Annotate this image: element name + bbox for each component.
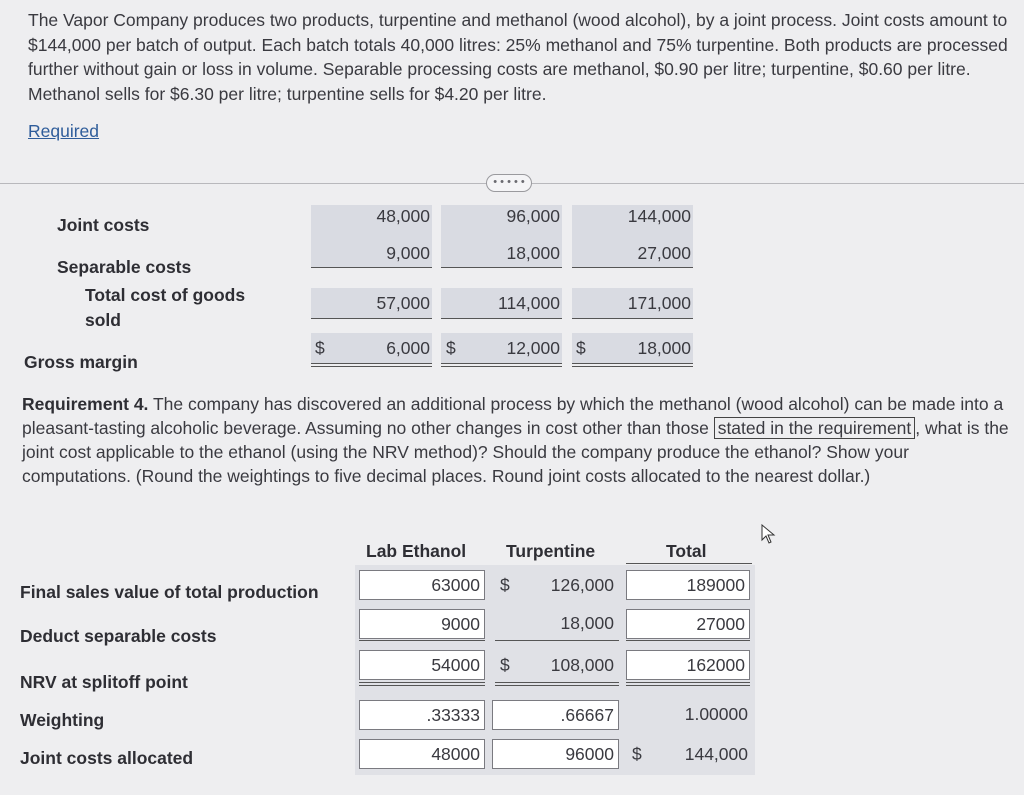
underline <box>441 318 562 319</box>
joint-costs-methanol: 48,000 <box>376 206 430 226</box>
double-underline <box>311 363 432 367</box>
double-underline <box>441 363 562 367</box>
row-label-total-cogs: Total cost of goods sold <box>85 285 246 330</box>
requirement-4-body-b: , what is the joint cost applicable to the ethanol (using the NRV method)? Should the company produce the ethanol? Show your computations. (Round the weightings to five decimal places. Round joint costs allocated to the nearest dollar.) <box>22 418 1009 486</box>
separable-costs-methanol: 9,000 <box>386 243 430 263</box>
joint-alloc-ethanol-input[interactable]: 48000 <box>359 739 485 769</box>
separable-costs-turpentine: 18,000 <box>506 243 560 263</box>
weighting-turpentine-input[interactable]: .66667 <box>492 700 619 730</box>
underline <box>311 318 432 319</box>
joint-alloc-turpentine-input[interactable]: 96000 <box>492 739 619 769</box>
double-underline <box>626 682 750 686</box>
column-header-turpentine: Turpentine <box>506 541 596 561</box>
row-label-separable-costs: Separable costs <box>57 257 192 277</box>
row-label-joint-costs-allocated: Joint costs allocated <box>20 748 194 768</box>
gross-margin-total: 18,000 <box>637 338 691 358</box>
requirement-4-text <box>22 392 1017 488</box>
total-cogs-turpentine: 114,000 <box>498 293 560 313</box>
row-label-nrv: NRV at splitoff point <box>20 672 188 692</box>
nrv-ethanol-input[interactable]: 54000 <box>359 650 485 680</box>
row-label-deduct-separable: Deduct separable costs <box>20 626 217 646</box>
currency-symbol: $ <box>500 575 510 595</box>
final-sales-total-input[interactable]: 189000 <box>626 570 750 600</box>
gross-margin-methanol: 6,000 <box>386 338 430 358</box>
joint-costs-total: 144,000 <box>627 206 691 226</box>
separable-costs-total: 27,000 <box>637 243 691 263</box>
joint-alloc-total: 144,000 <box>684 744 748 764</box>
problem-statement: The Vapor Company produces two products, turpentine and methanol (wood alcohol), by a joint process. Joint costs amount to $144,000 per batch of output. Each batch totals 40,000 litres: 25% methanol and 75% turpentine. Both products are processed further without gain or loss in volume. Separable processing costs are methanol, $0.90 per litre; turpentine, $0.60 per litre. Methanol sells for $6.30 per litre; turpentine sells for $4.20 per litre. <box>28 10 1008 104</box>
nrv-turpentine: 108,000 <box>550 655 614 675</box>
currency-symbol: $ <box>632 744 642 764</box>
column-header-total: Total <box>666 541 707 561</box>
separable-ethanol-input[interactable]: 9000 <box>359 609 485 639</box>
mouse-pointer-icon <box>760 524 778 544</box>
underline <box>311 267 432 268</box>
separable-total-input[interactable]: 27000 <box>626 609 750 639</box>
header-underline <box>626 563 752 564</box>
underline <box>441 267 562 268</box>
requirement-4-body-a: The company has discovered an additional process by which the methanol (wood alcohol) can be made into a pleasant-tasting alcoholic beverage. Assuming no other changes in cost other than those <box>22 394 1004 438</box>
total-cogs-total: 171,000 <box>627 293 691 313</box>
row-label-gross-margin: Gross margin <box>24 352 138 372</box>
currency-symbol: $ <box>500 655 510 675</box>
required-link[interactable]: Required <box>28 121 100 141</box>
row-label-final-sales: Final sales value of total production <box>20 582 319 602</box>
currency-symbol: $ <box>446 338 456 358</box>
underline <box>495 640 619 641</box>
underline <box>572 267 693 268</box>
currency-symbol: $ <box>315 338 325 358</box>
final-sales-turpentine: 126,000 <box>550 575 614 595</box>
weighting-total: 1.00000 <box>684 704 748 724</box>
requirement-4-title: Requirement 4. <box>22 394 149 414</box>
double-underline <box>572 363 693 367</box>
final-sales-ethanol-input[interactable]: 63000 <box>359 570 485 600</box>
column-header-lab-ethanol: Lab Ethanol <box>366 541 467 561</box>
expand-ellipsis-button[interactable]: • • • • • <box>486 174 532 192</box>
currency-symbol: $ <box>576 338 586 358</box>
separable-turpentine: 18,000 <box>560 613 614 633</box>
joint-costs-turpentine: 96,000 <box>506 206 560 226</box>
double-underline <box>495 682 619 686</box>
nrv-total-input[interactable]: 162000 <box>626 650 750 680</box>
underline <box>359 640 485 641</box>
underline <box>572 318 693 319</box>
weighting-ethanol-input[interactable]: .33333 <box>359 700 485 730</box>
underline <box>626 640 750 641</box>
row-label-joint-costs: Joint costs <box>57 215 150 235</box>
row-label-weighting: Weighting <box>20 710 105 730</box>
double-underline <box>359 682 485 686</box>
requirement-reference-box: stated in the requirement <box>714 417 916 439</box>
total-cogs-methanol: 57,000 <box>376 293 430 313</box>
gross-margin-turpentine: 12,000 <box>506 338 560 358</box>
